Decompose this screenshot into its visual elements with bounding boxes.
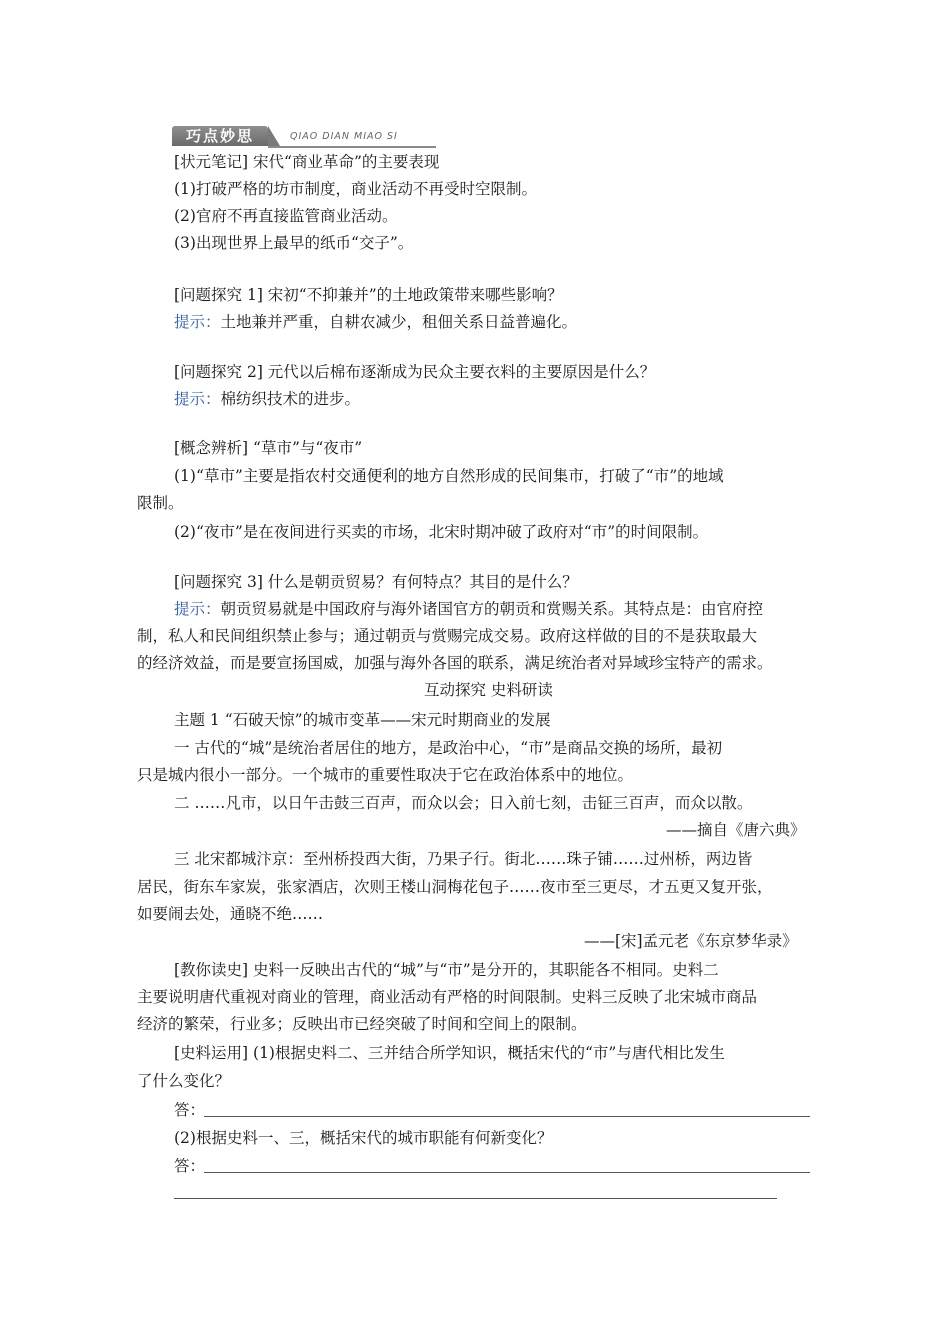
notes-item-2: (2)官府不再直接监管商业活动。	[174, 207, 398, 225]
question-1: [问题探究 1] 宋初“不抑兼并”的土地政策带来哪些影响？	[174, 286, 563, 304]
hint-label: 提示：	[174, 313, 221, 331]
usage-q2: (2)根据史料一、三，概括宋代的城市职能有何新变化？	[174, 1129, 553, 1147]
answer-line-2[interactable]	[204, 1172, 810, 1173]
usage-q1-line1: [史料运用] (1)根据史料二、三并结合所学知识，概括宋代的“市”与唐代相比发生	[174, 1044, 725, 1062]
banner-subtitle: QIAO DIAN MIAO SI	[290, 131, 398, 142]
source-1-line2: 只是城内很小一部分。一个城市的重要性取决于它在政治体系中的地位。	[137, 766, 634, 784]
source-2-citation: ——摘自《唐六典》	[666, 821, 806, 839]
hint-text: 棉纺织技术的进步。	[220, 390, 361, 408]
notes-item-3: (3)出现世界上最早的纸币“交子”。	[174, 234, 414, 252]
reading-line3: 经济的繁荣，行业多；反映出市已经突破了时间和空间上的限制。	[137, 1015, 587, 1033]
answer-line-1[interactable]	[204, 1116, 810, 1117]
concept-p2: (2)“夜市”是在夜间进行买卖的市场，北宋时期冲破了政府对“市”的时间限制。	[174, 523, 709, 541]
source-3-line1: 三 北宋都城汴京：至州桥投西大街，乃果子行。街北……珠子铺……过州桥，两边皆	[174, 850, 753, 868]
question-1-hint	[174, 312, 577, 332]
notes-label: [状元笔记]	[174, 153, 249, 171]
source-3-line3: 如要闹去处，通晓不绝……	[137, 905, 324, 923]
question-3-hint-line1	[174, 599, 763, 619]
source-3-line2: 居民，街东车家炭，张家酒店，次则王楼山洞梅花包子……夜市至三更尽，才五更又复开张，	[137, 878, 773, 896]
banner-tail	[268, 126, 280, 146]
concept-p1-line1: (1)“草市”主要是指农村交通便利的地方自然形成的民间集市，打破了“市”的地域	[174, 467, 724, 485]
question-3-hint-line2: 制，私人和民间组织禁止参与；通过朝贡与赏赐完成交易。政府这样做的目的不是获取最大	[137, 627, 758, 645]
banner-title: 巧点妙思	[172, 126, 268, 146]
answer-label-2: 答：	[174, 1157, 206, 1175]
topic-title: 主题 1 “石破天惊”的城市变革——宋元时期商业的发展	[174, 711, 551, 729]
notes-heading	[174, 152, 439, 172]
hint-text: 朝贡贸易就是中国政府与海外诸国官方的朝贡和赏赐关系。其特点是：由官府控	[220, 600, 764, 618]
answer-label-1: 答：	[174, 1101, 206, 1119]
usage-q1-line2: 了什么变化？	[137, 1072, 231, 1090]
source-3-citation: ——[宋]孟元老《东京梦华录》	[584, 932, 798, 950]
question-3: [问题探究 3] 什么是朝贡贸易？有何特点？其目的是什么？	[174, 573, 578, 591]
question-2: [问题探究 2] 元代以后棉布逐渐成为民众主要衣料的主要原因是什么？	[174, 363, 656, 381]
question-3-hint-line3: 的经济效益，而是要宣扬国威，加强与海外各国的联系，满足统治者对异域珍宝特产的需求。	[137, 654, 773, 672]
reading-line2: 主要说明唐代重视对商业的管理，商业活动有严格的时间限制。史料三反映了北宋城市商品	[137, 988, 758, 1006]
concept-title: [概念辨析] “草市”与“夜市”	[174, 439, 363, 457]
hint-label: 提示：	[174, 390, 221, 408]
banner-underline	[268, 146, 436, 148]
source-1-line1: 一 古代的“城”是统治者居住的地方，是政治中心，“市”是商品交换的场所，最初	[174, 739, 723, 757]
section-banner	[172, 126, 436, 148]
concept-p1-line2: 限制。	[137, 494, 184, 512]
hint-label: 提示：	[174, 600, 221, 618]
source-2: 二 ……凡市，以日午击鼓三百声，而众以会；日入前七刻，击钲三百声，而众以散。	[174, 794, 753, 812]
section-heading: 互动探究 史料研读	[424, 681, 553, 699]
notes-item-1: (1)打破严格的坊市制度，商业活动不再受时空限制。	[174, 180, 537, 198]
reading-line1: [教你读史] 史料一反映出古代的“城”与“市”是分开的，其职能各不相同。史料二	[174, 961, 719, 979]
hint-text: 土地兼并严重，自耕农减少，租佃关系日益普遍化。	[220, 313, 578, 331]
answer-line-3[interactable]	[174, 1198, 777, 1199]
notes-title: 宋代“商业革命”的主要表现	[253, 153, 440, 171]
question-2-hint	[174, 389, 360, 409]
